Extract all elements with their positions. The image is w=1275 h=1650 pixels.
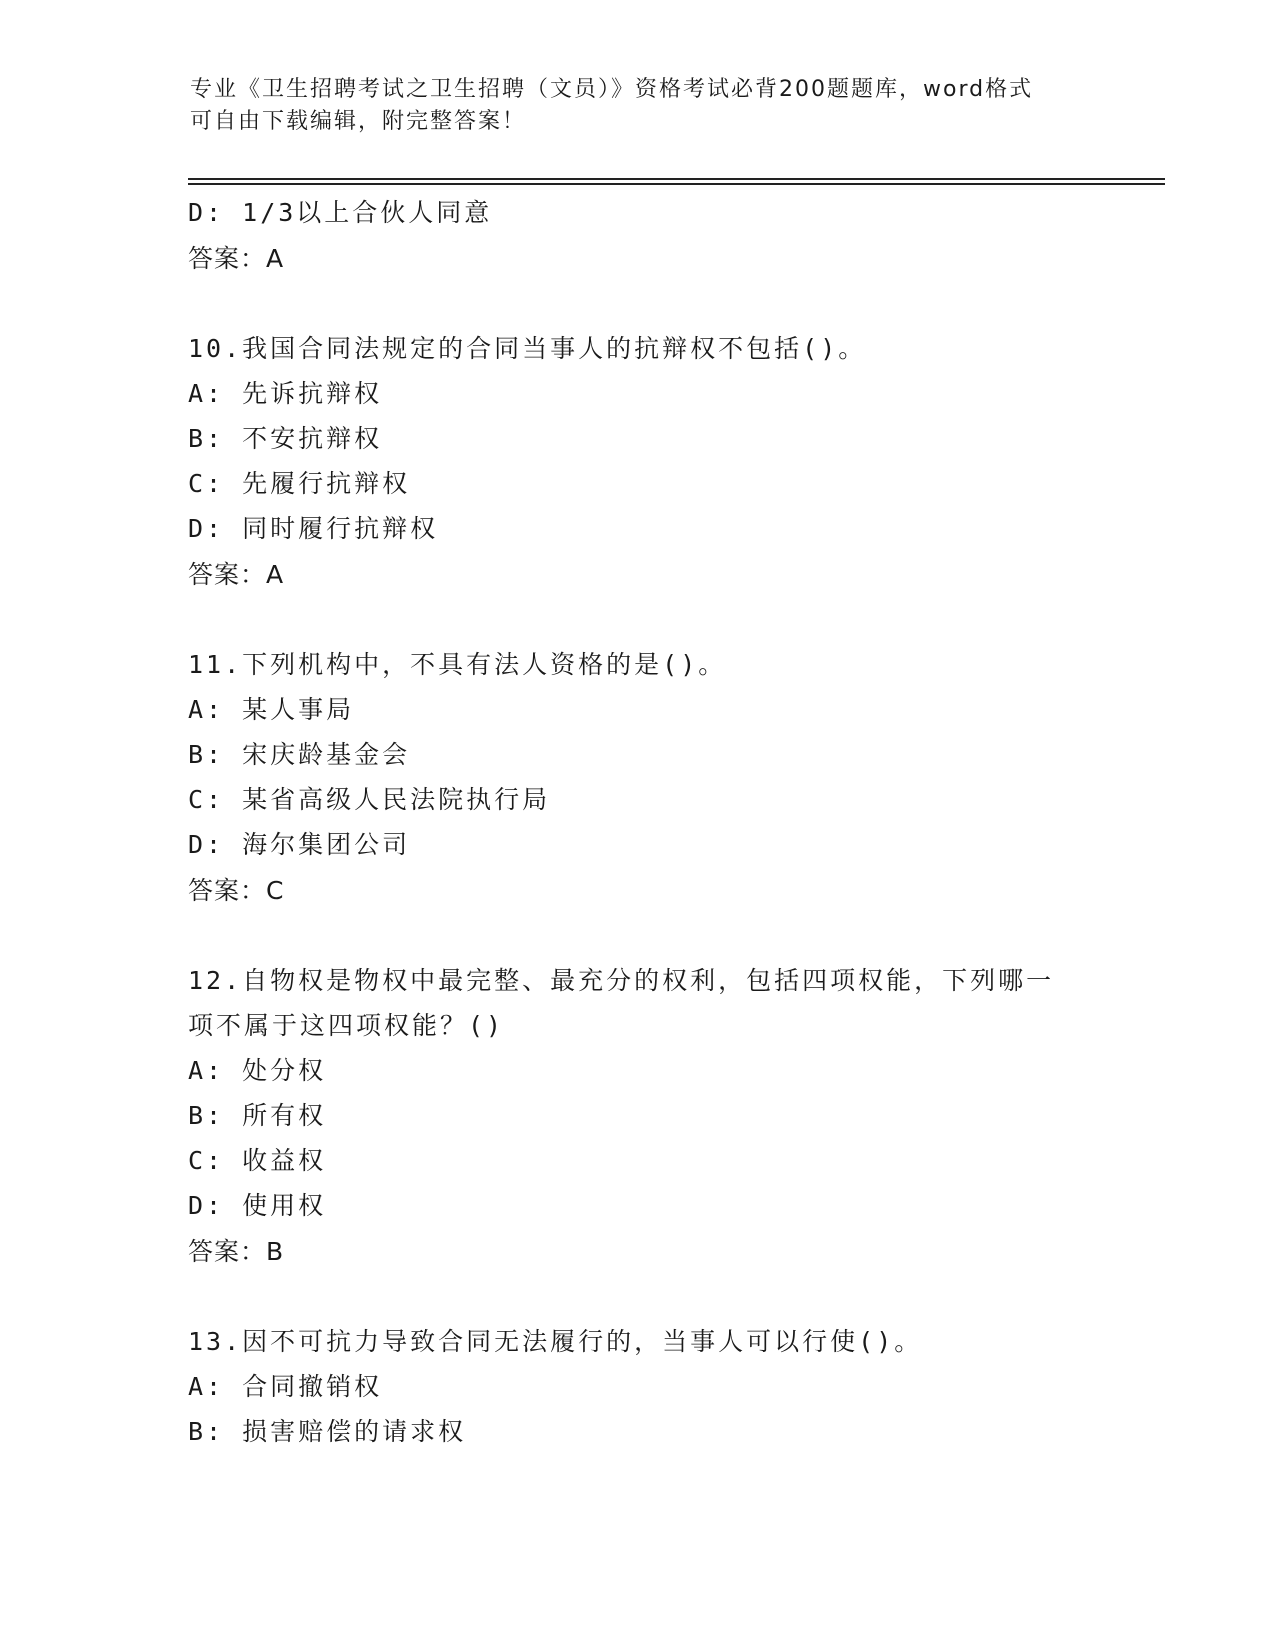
- answer: 答案：C: [188, 876, 285, 905]
- option-d: D: 1/3以上合伙人同意: [188, 198, 493, 227]
- option-a: A: 先诉抗辩权: [188, 379, 383, 408]
- option-c: C: 某省高级人民法院执行局: [188, 785, 551, 814]
- header-rule-top: [188, 178, 1165, 180]
- option-b: B: 宋庆龄基金会: [188, 740, 411, 769]
- option-d: D: 同时履行抗辩权: [188, 514, 439, 543]
- option-a: A: 合同撤销权: [188, 1372, 383, 1401]
- question-text: 11.下列机构中，不具有法人资格的是()。: [188, 650, 727, 679]
- answer: 答案：A: [188, 560, 285, 589]
- option-d: D: 海尔集团公司: [188, 830, 411, 859]
- option-a: A: 某人事局: [188, 695, 355, 724]
- question-text: 10.我国合同法规定的合同当事人的抗辩权不包括()。: [188, 334, 867, 363]
- question-12: [188, 958, 1088, 1275]
- option-a: A: 处分权: [188, 1056, 327, 1085]
- option-b: B: 损害赔偿的请求权: [188, 1417, 467, 1446]
- question-list: [188, 190, 1088, 1454]
- question-text: 13.因不可抗力导致合同无法履行的，当事人可以行使()。: [188, 1327, 923, 1356]
- question-9-tail: [188, 190, 1088, 282]
- header-line-2: 可自由下载编辑，附完整答案！: [190, 109, 527, 134]
- header-rule-bottom: [188, 183, 1165, 185]
- question-13: [188, 1319, 1088, 1454]
- question-text-line-1: 12.自物权是物权中最完整、最充分的权利，包括四项权能，下列哪一: [188, 966, 1055, 995]
- question-11: [188, 642, 1088, 914]
- option-c: C: 收益权: [188, 1146, 327, 1175]
- answer: 答案：B: [188, 1237, 285, 1266]
- option-d: D: 使用权: [188, 1191, 327, 1220]
- document-header: [190, 74, 1090, 138]
- option-b: B: 所有权: [188, 1101, 327, 1130]
- question-10: [188, 326, 1088, 598]
- question-text-line-2: 项不属于这四项权能？(): [188, 1011, 505, 1040]
- answer: 答案：A: [188, 244, 285, 273]
- header-line-1: 专业《卫生招聘考试之卫生招聘（文员）》资格考试必背200题题库，word格式: [190, 77, 1034, 102]
- option-b: B: 不安抗辩权: [188, 424, 383, 453]
- option-c: C: 先履行抗辩权: [188, 469, 411, 498]
